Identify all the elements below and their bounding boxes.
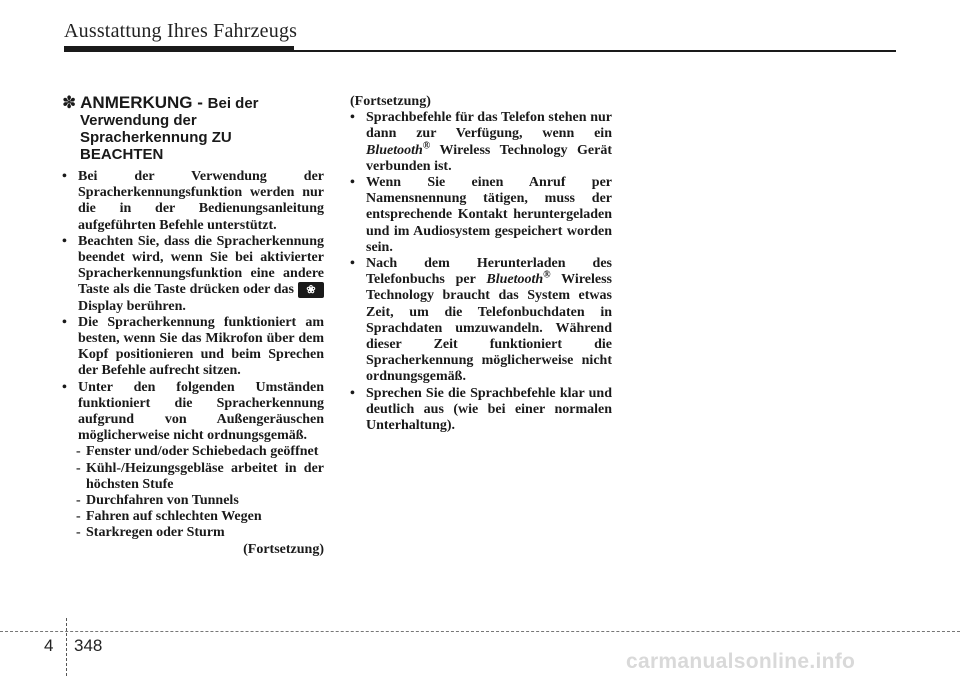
page-number: 348 xyxy=(74,636,103,655)
registered-mark: ® xyxy=(422,139,431,151)
note-title-line4: BEACHTEN xyxy=(80,146,164,163)
condition-item: - Fenster und/oder Schiebedach geöffnet xyxy=(62,444,324,460)
watermark: carmanualsonline.info xyxy=(626,650,856,673)
continued-from-label: (Fortsetzung) xyxy=(350,94,431,109)
bullet-cancel-text-end: drücken oder das Display berühren. xyxy=(78,282,295,314)
condition-item: - Fahren auf schlechten Wegen xyxy=(62,509,324,525)
bullet-phonebook xyxy=(350,256,612,386)
bullet-speak-clearly: • Sprechen Sie die Sprachbefehle klar und deutlich aus (wie bei einer normalen Unterhaltung). xyxy=(350,386,612,435)
bullet-phonebook-text-end: Wireless Technology braucht das System etwas Zeit, um die Telefonbuchdaten in Sprachdaten umzuwandeln. Während dieser Zeit funktioniert die Spracherkennung möglicherweise nicht ordnungsgemäß. xyxy=(366,272,612,385)
bluetooth-brand: Bluetooth xyxy=(366,142,423,158)
condition-item: - Starkregen oder Sturm xyxy=(62,525,324,541)
page-header-title: Ausstattung Ihres Fahrzeugs xyxy=(64,20,298,42)
bullet-phone-text: Sprachbefehle für das Telefon stehen nur dann zur Verfügung, wenn ein xyxy=(366,110,612,142)
bullet-conditions: • Unter den folgenden Umständen funktioniert die Spracherkennung aufgrund von Außengeräuschen möglicherweise nicht ordnungsgemäß. xyxy=(62,380,324,445)
registered-mark: ® xyxy=(543,269,551,281)
continued-label: (Fortsetzung) xyxy=(243,541,324,557)
right-column xyxy=(350,94,612,434)
chapter-number: 4 xyxy=(44,636,54,655)
bullet-phone-commands xyxy=(350,110,612,175)
condition-item: - Kühl-/Heizungsgebläse arbeitet in der höchsten Stufe xyxy=(62,461,324,493)
bullet-microphone: • Die Spracherkennung funktioniert am besten, wenn Sie das Mikrofon über dem Kopf positionieren und beim Sprechen der Befehle aufrecht sitzen. xyxy=(62,315,324,380)
bullet-cancel xyxy=(62,234,324,315)
note-label: ANMERKUNG - xyxy=(80,93,208,112)
note-title-line3: Spracherkennung ZU xyxy=(80,129,232,146)
left-column xyxy=(62,94,324,558)
bullet-cancel-text: Beachten Sie, dass die Spracherkennung beendet wird, wenn Sie bei aktivierter Spracherkennungsfunktion eine andere Taste als die Taste xyxy=(78,233,324,298)
note-star-icon: ✽ xyxy=(62,93,77,112)
voice-recognition-icon: ❀ xyxy=(298,282,324,298)
note-title-line1: Bei der xyxy=(207,95,259,112)
bullet-phone-text-end: Wireless Technology Gerät verbunden ist. xyxy=(366,142,612,174)
bullet-phonebook-text: Nach dem Herunterladen des Telefonbuchs per xyxy=(366,256,612,288)
note-title-line2: Verwendung der xyxy=(80,112,197,129)
header-rule xyxy=(64,50,896,52)
footer-rule xyxy=(0,631,960,632)
bullet-call-by-name: • Wenn Sie einen Anruf per Namensnennung tätigen, muss der entsprechende Kontakt heruntergeladen und im Audiosystem gespeichert worden sein. xyxy=(350,175,612,256)
condition-item: - Durchfahren von Tunnels xyxy=(62,493,324,509)
bluetooth-brand: Bluetooth xyxy=(486,272,544,288)
bullet-commands: • Bei der Verwendung der Spracherkennungsfunktion werden nur die in der Bedienungsanleitung aufgeführten Befehle unterstützt. xyxy=(62,169,324,234)
note-heading xyxy=(62,94,324,163)
page-number-separator xyxy=(66,618,67,676)
